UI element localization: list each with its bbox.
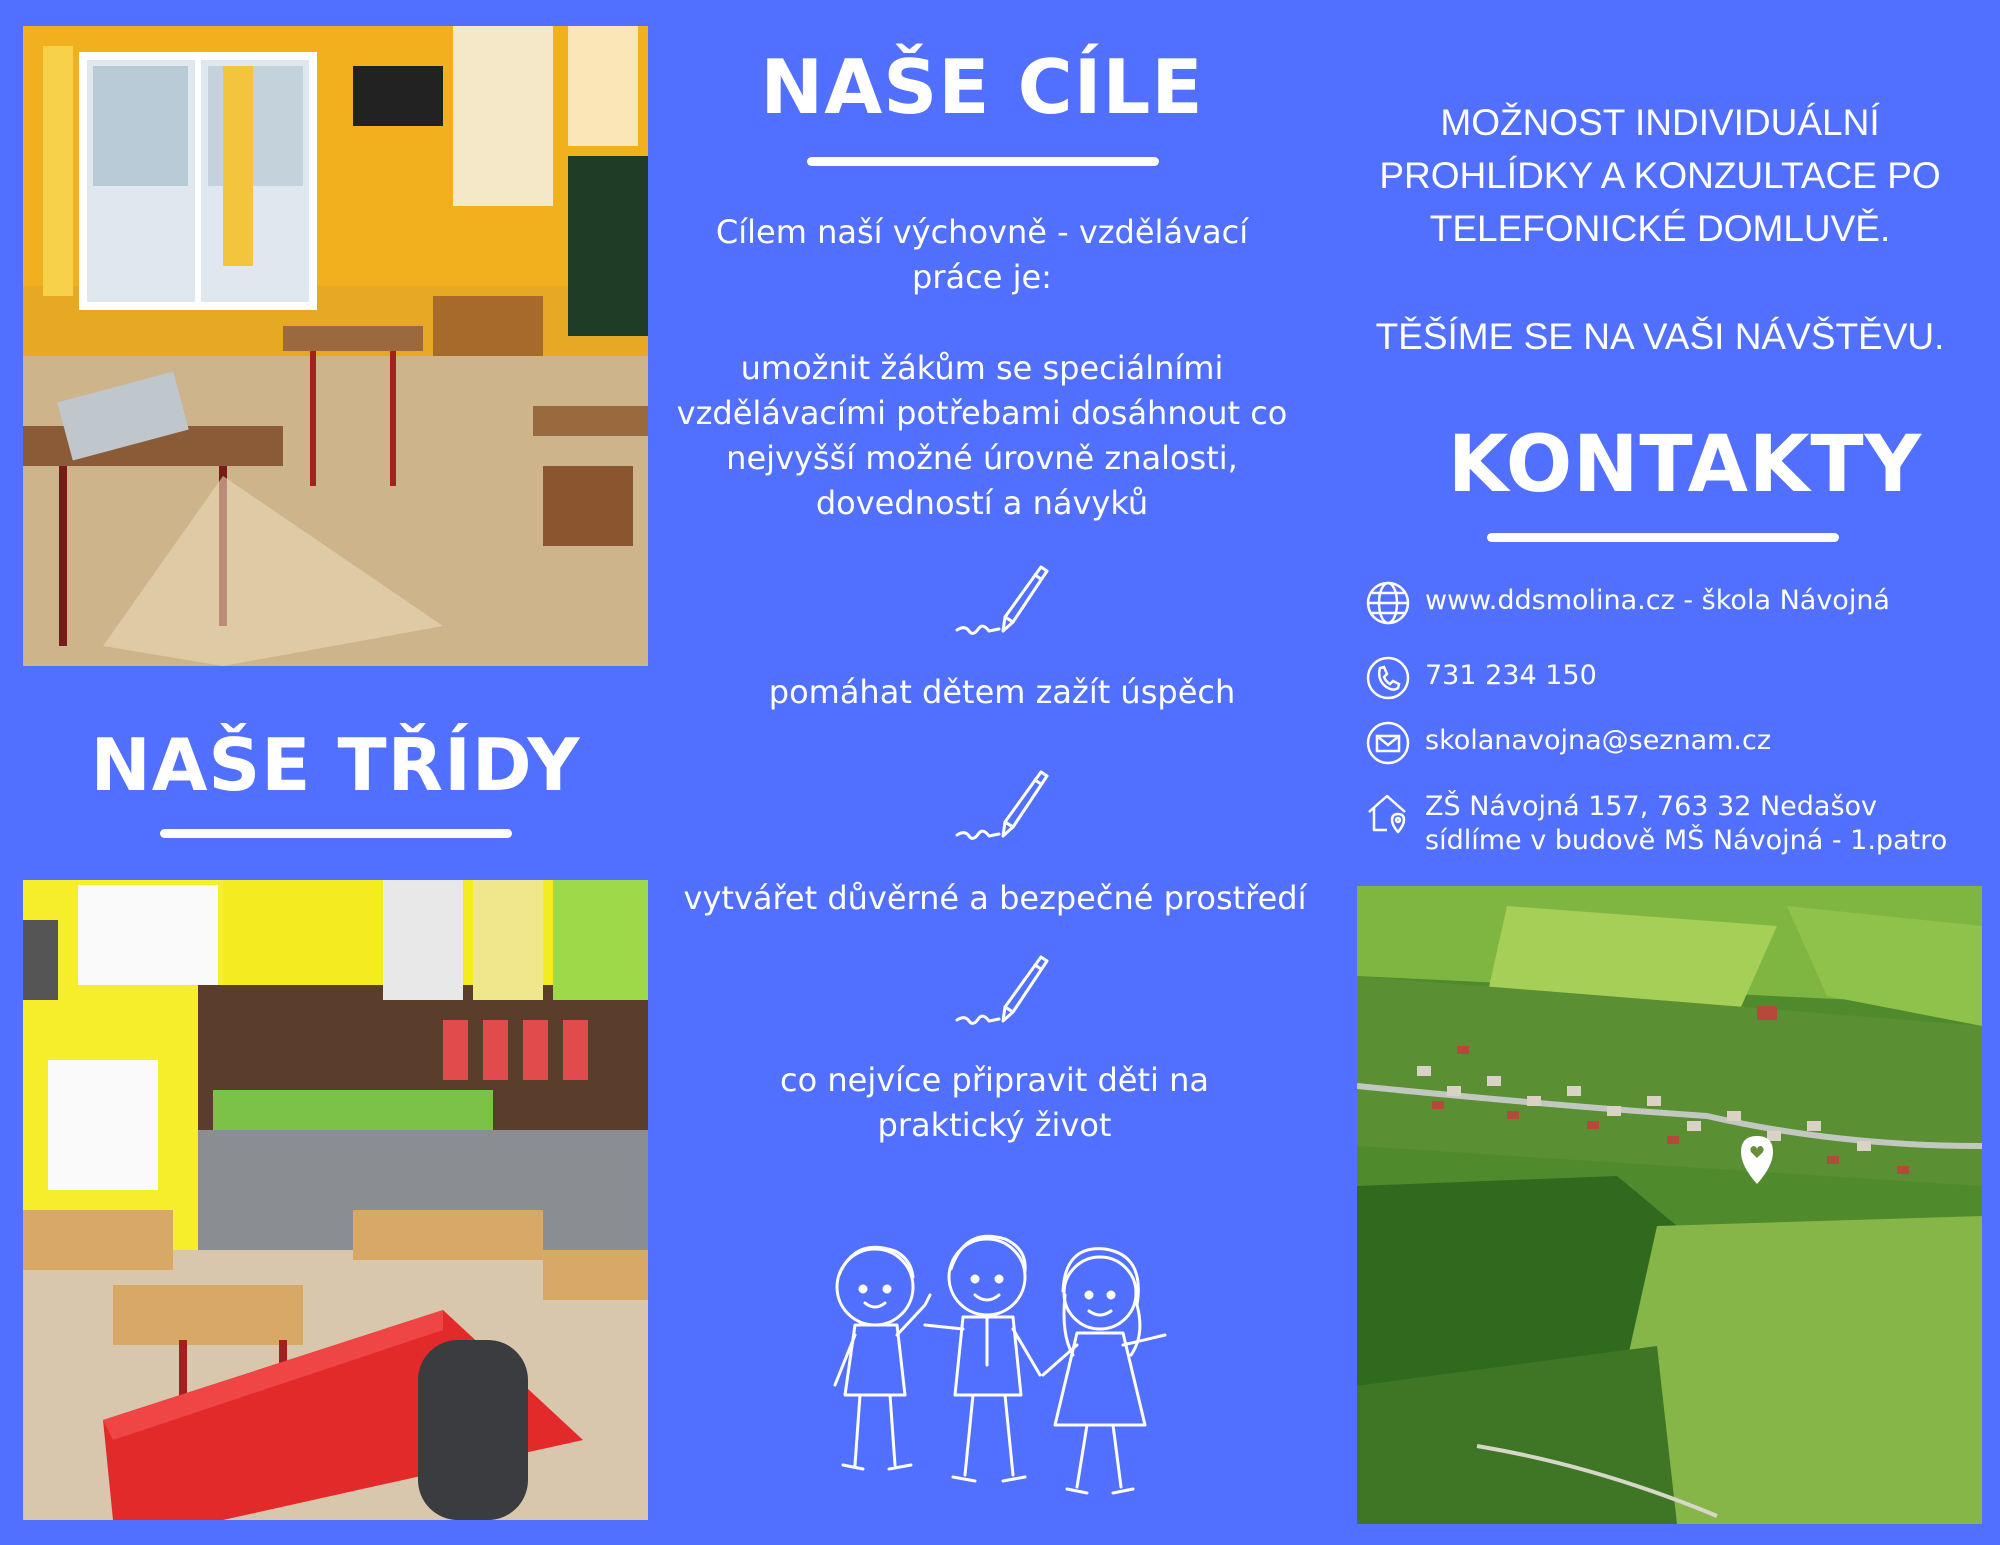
visit-info [1335, 96, 1985, 255]
goal-1-line: vzdělávacími potřebami dosáhnout co [676, 394, 1288, 432]
goals-intro-line: práce je: [912, 258, 1052, 296]
contacts-heading-underline [1487, 533, 1839, 542]
goals-heading: NAŠE CÍLE [760, 43, 1204, 131]
contact-phone[interactable] [1365, 655, 1597, 701]
address-line: ZŠ Návojná 157, 763 32 Nedašov [1425, 791, 1878, 822]
goal-3: vytvářet důvěrné a bezpečné prostředí [683, 879, 1307, 917]
goal-1-line: nejvyšší možné úrovně znalosti, [726, 439, 1238, 477]
welcome-text: TĚŠÍME SE NA VAŠI NÁVŠTĚVU. [1375, 316, 1945, 357]
phone-icon [1365, 655, 1411, 701]
goals-intro-line: Cílem naší výchovně - vzdělávací [715, 213, 1249, 251]
pencil-icon [955, 760, 1050, 845]
pencil-icon [955, 555, 1050, 640]
contact-phone-text[interactable]: 731 234 150 [1425, 660, 1597, 691]
goals-heading-underline [807, 157, 1159, 166]
classroom-photo-top [23, 26, 648, 666]
visit-info-line: PROHLÍDKY A KONZULTACE PO [1379, 155, 1941, 196]
children-illustration [815, 1225, 1185, 1510]
goal-1 [652, 346, 1312, 526]
address-line: sídlíme v budově MŠ Návojná - 1.patro [1425, 825, 1948, 856]
goal-2: pomáhat dětem zažít úspěch [768, 673, 1236, 711]
classes-heading-underline [160, 829, 512, 838]
classes-heading: NAŠE TŘÍDY [90, 723, 581, 807]
goal-1-line: umožnit žákům se speciálními [740, 349, 1224, 387]
contact-email-text[interactable]: skolanavojna@seznam.cz [1425, 725, 1772, 756]
goal-4-line: co nejvíce připravit děti na [780, 1061, 1209, 1099]
mail-icon [1365, 720, 1411, 766]
contact-web[interactable] [1365, 580, 1890, 626]
contact-email[interactable] [1365, 720, 1771, 766]
classroom-photo-bottom [23, 880, 648, 1520]
visit-info-line: MOŽNOST INDIVIDUÁLNÍ [1440, 102, 1880, 143]
contacts-heading: KONTAKTY [1447, 420, 1923, 510]
globe-icon [1365, 580, 1411, 626]
goal-4 [652, 1058, 1337, 1148]
contact-address [1365, 790, 1947, 858]
contact-web-text[interactable]: www.ddsmolina.cz - škola Návojná [1425, 585, 1890, 616]
home-location-icon [1365, 790, 1411, 836]
goal-4-line: praktický život [877, 1106, 1112, 1144]
pencil-icon [955, 945, 1050, 1030]
contact-address-text [1425, 790, 1947, 858]
aerial-village-photo [1357, 886, 1982, 1524]
goals-intro [652, 210, 1312, 300]
visit-info-line: TELEFONICKÉ DOMLUVĚ. [1429, 208, 1891, 249]
goal-1-line: dovedností a návyků [815, 484, 1149, 522]
